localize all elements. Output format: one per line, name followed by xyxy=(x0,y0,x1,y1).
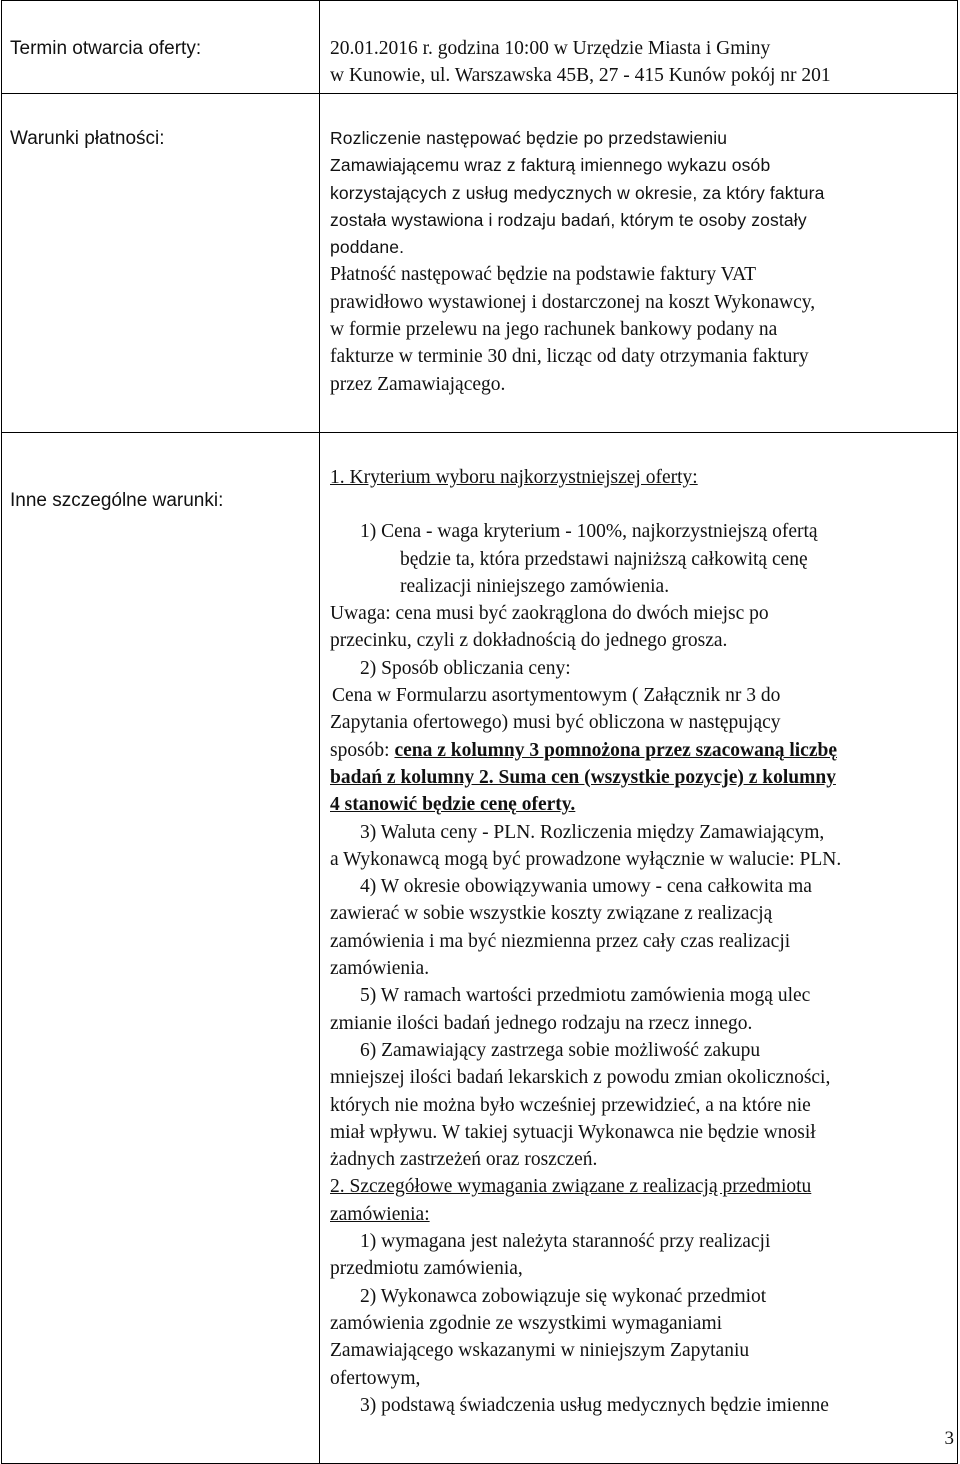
platnosci-line: przez Zamawiającego. xyxy=(330,373,506,395)
waluta-line: 3) Waluta ceny - PLN. Rozliczenia między Zamawiającym, xyxy=(360,821,825,843)
zastrzega-line: miał wpływu. W takiej sytuacji Wykonawca nie będzie wnosił xyxy=(330,1121,816,1143)
platnosci-line: Rozliczenie następować będzie po przedstawieniu xyxy=(330,128,728,148)
wartosc-line: 5) W ramach wartości przedmiotu zamówienia mogą ulec xyxy=(360,985,811,1007)
platnosci-line: korzystających z usług medycznych w okresie, za który faktura xyxy=(330,182,825,203)
sposob-prefix: sposób: xyxy=(330,739,395,761)
uwaga-line: przecinku, czyli z dokładnością do jednego grosza. xyxy=(330,630,728,652)
platnosci-line: prawidłowo wystawionej i dostarczonej na koszt Wykonawcy, xyxy=(330,291,816,313)
content-cell-termin xyxy=(320,1,958,94)
label-inne-warunki: Inne szczególne warunki: xyxy=(10,490,224,511)
wymagania-heading: zamówienia: xyxy=(330,1203,430,1225)
content-cell-inne-warunki xyxy=(320,433,958,1464)
label-warunki-platnosci: Warunki płatności: xyxy=(10,128,165,149)
row-inne-warunki xyxy=(2,433,958,1464)
okres-line: zawierać w sobie wszystkie koszty związane z realizacją xyxy=(330,903,773,925)
termin-line-2: w Kunowie, ul. Warszawska 45B, 27 - 415 Kunów pokój nr 201 xyxy=(330,65,831,87)
wymagania-heading: 2. Szczegółowe wymagania związane z realizacją przedmiotu xyxy=(330,1176,812,1198)
platnosci-line: w formie przelewu na jego rachunek bankowy podany na xyxy=(330,319,778,341)
page-number: 3 xyxy=(944,1428,954,1449)
document-table xyxy=(1,0,958,1464)
waluta-line: a Wykonawcą mogą być prowadzone wyłącznie w walucie: PLN. xyxy=(330,848,842,870)
platnosci-line: poddane. xyxy=(330,237,405,258)
cena-line: 1) Cena - waga kryterium - 100%, najkorzystniejszą ofertą xyxy=(360,521,818,543)
zastrzega-line: których nie można było wcześniej przewidzieć, a na które nie xyxy=(330,1094,811,1116)
wartosc-line: zmianie ilości badań jednego rodzaju na rzecz innego. xyxy=(330,1012,753,1034)
platnosci-line: Płatność następować będzie na podstawie faktury VAT xyxy=(330,264,757,286)
uwaga-line: Uwaga: cena musi być zaokrąglona do dwóch miejsc po xyxy=(330,603,769,625)
label-cell-warunki-platnosci xyxy=(2,94,320,433)
label-cell-inne-warunki xyxy=(2,433,320,1464)
termin-line-1: 20.01.2016 r. godzina 10:00 w Urzędzie Miasta i Gminy xyxy=(330,38,771,59)
content-cell-warunki-platnosci xyxy=(320,94,958,433)
formula-bold-text: 4 stanowić będzie cenę oferty. xyxy=(330,794,576,816)
zastrzega-line: 6) Zamawiający zastrzega sobie możliwość zakupu xyxy=(360,1039,761,1061)
wymaganie-line: 1) wymagana jest należyta staranność przy realizacji xyxy=(360,1231,771,1253)
platnosci-line: fakturze w terminie 30 dni, licząc od daty otrzymania faktury xyxy=(330,346,809,368)
row-warunki-platnosci xyxy=(2,94,958,433)
wymaganie-line: 2) Wykonawca zobowiązuje się wykonać przedmiot xyxy=(360,1285,767,1307)
platnosci-line: Zamawiającemu wraz z fakturą imiennego wykazu osób xyxy=(330,155,771,176)
sposob-line: Cena w Formularzu asortymentowym ( Załącznik nr 3 do xyxy=(332,685,781,707)
wymaganie-line: 3) podstawą świadczenia usług medycznych będzie imienne xyxy=(360,1394,829,1416)
wymaganie-line: przedmiotu zamówienia, xyxy=(330,1258,523,1280)
formula-bold-text: cena z kolumny 3 pomnożona przez szacowaną liczbę xyxy=(394,739,837,761)
sposob-formula-line xyxy=(330,737,953,764)
cena-line: realizacji niniejszego zamówienia. xyxy=(400,575,670,597)
kryterium-heading: 1. Kryterium wyboru najkorzystniejszej oferty: xyxy=(330,467,698,488)
platnosci-line: została wystawiona i rodzaju badań, którym te osoby zostały xyxy=(330,209,807,230)
wymaganie-line: zamówienia zgodnie ze wszystkimi wymaganiami xyxy=(330,1312,723,1334)
label-termin: Termin otwarcia oferty: xyxy=(10,38,202,59)
sposob-heading: 2) Sposób obliczania ceny: xyxy=(360,657,571,679)
wymaganie-line: ofertowym, xyxy=(330,1367,421,1389)
sposob-line: Zapytania ofertowego) musi być obliczona w następujący xyxy=(330,712,781,734)
formula-bold-text: badań z kolumny 2. Suma cen (wszystkie pozycje) z kolumny xyxy=(330,766,836,788)
row-termin xyxy=(2,1,958,94)
okres-line: zamówienia i ma być niezmienna przez cały czas realizacji xyxy=(330,930,791,952)
zastrzega-line: mniejszej ilości badań lekarskich z powodu zmian okoliczności, xyxy=(330,1067,831,1089)
okres-line: zamówienia. xyxy=(330,958,430,980)
zastrzega-line: żadnych zastrzeżeń oraz roszczeń. xyxy=(330,1149,598,1171)
okres-line: 4) W okresie obowiązywania umowy - cena całkowita ma xyxy=(360,876,812,898)
cena-line: będzie ta, która przedstawi najniższą całkowitą cenę xyxy=(400,548,808,570)
wymaganie-line: Zamawiającego wskazanymi w niniejszym Zapytaniu xyxy=(330,1340,750,1362)
label-cell-termin xyxy=(2,1,320,94)
